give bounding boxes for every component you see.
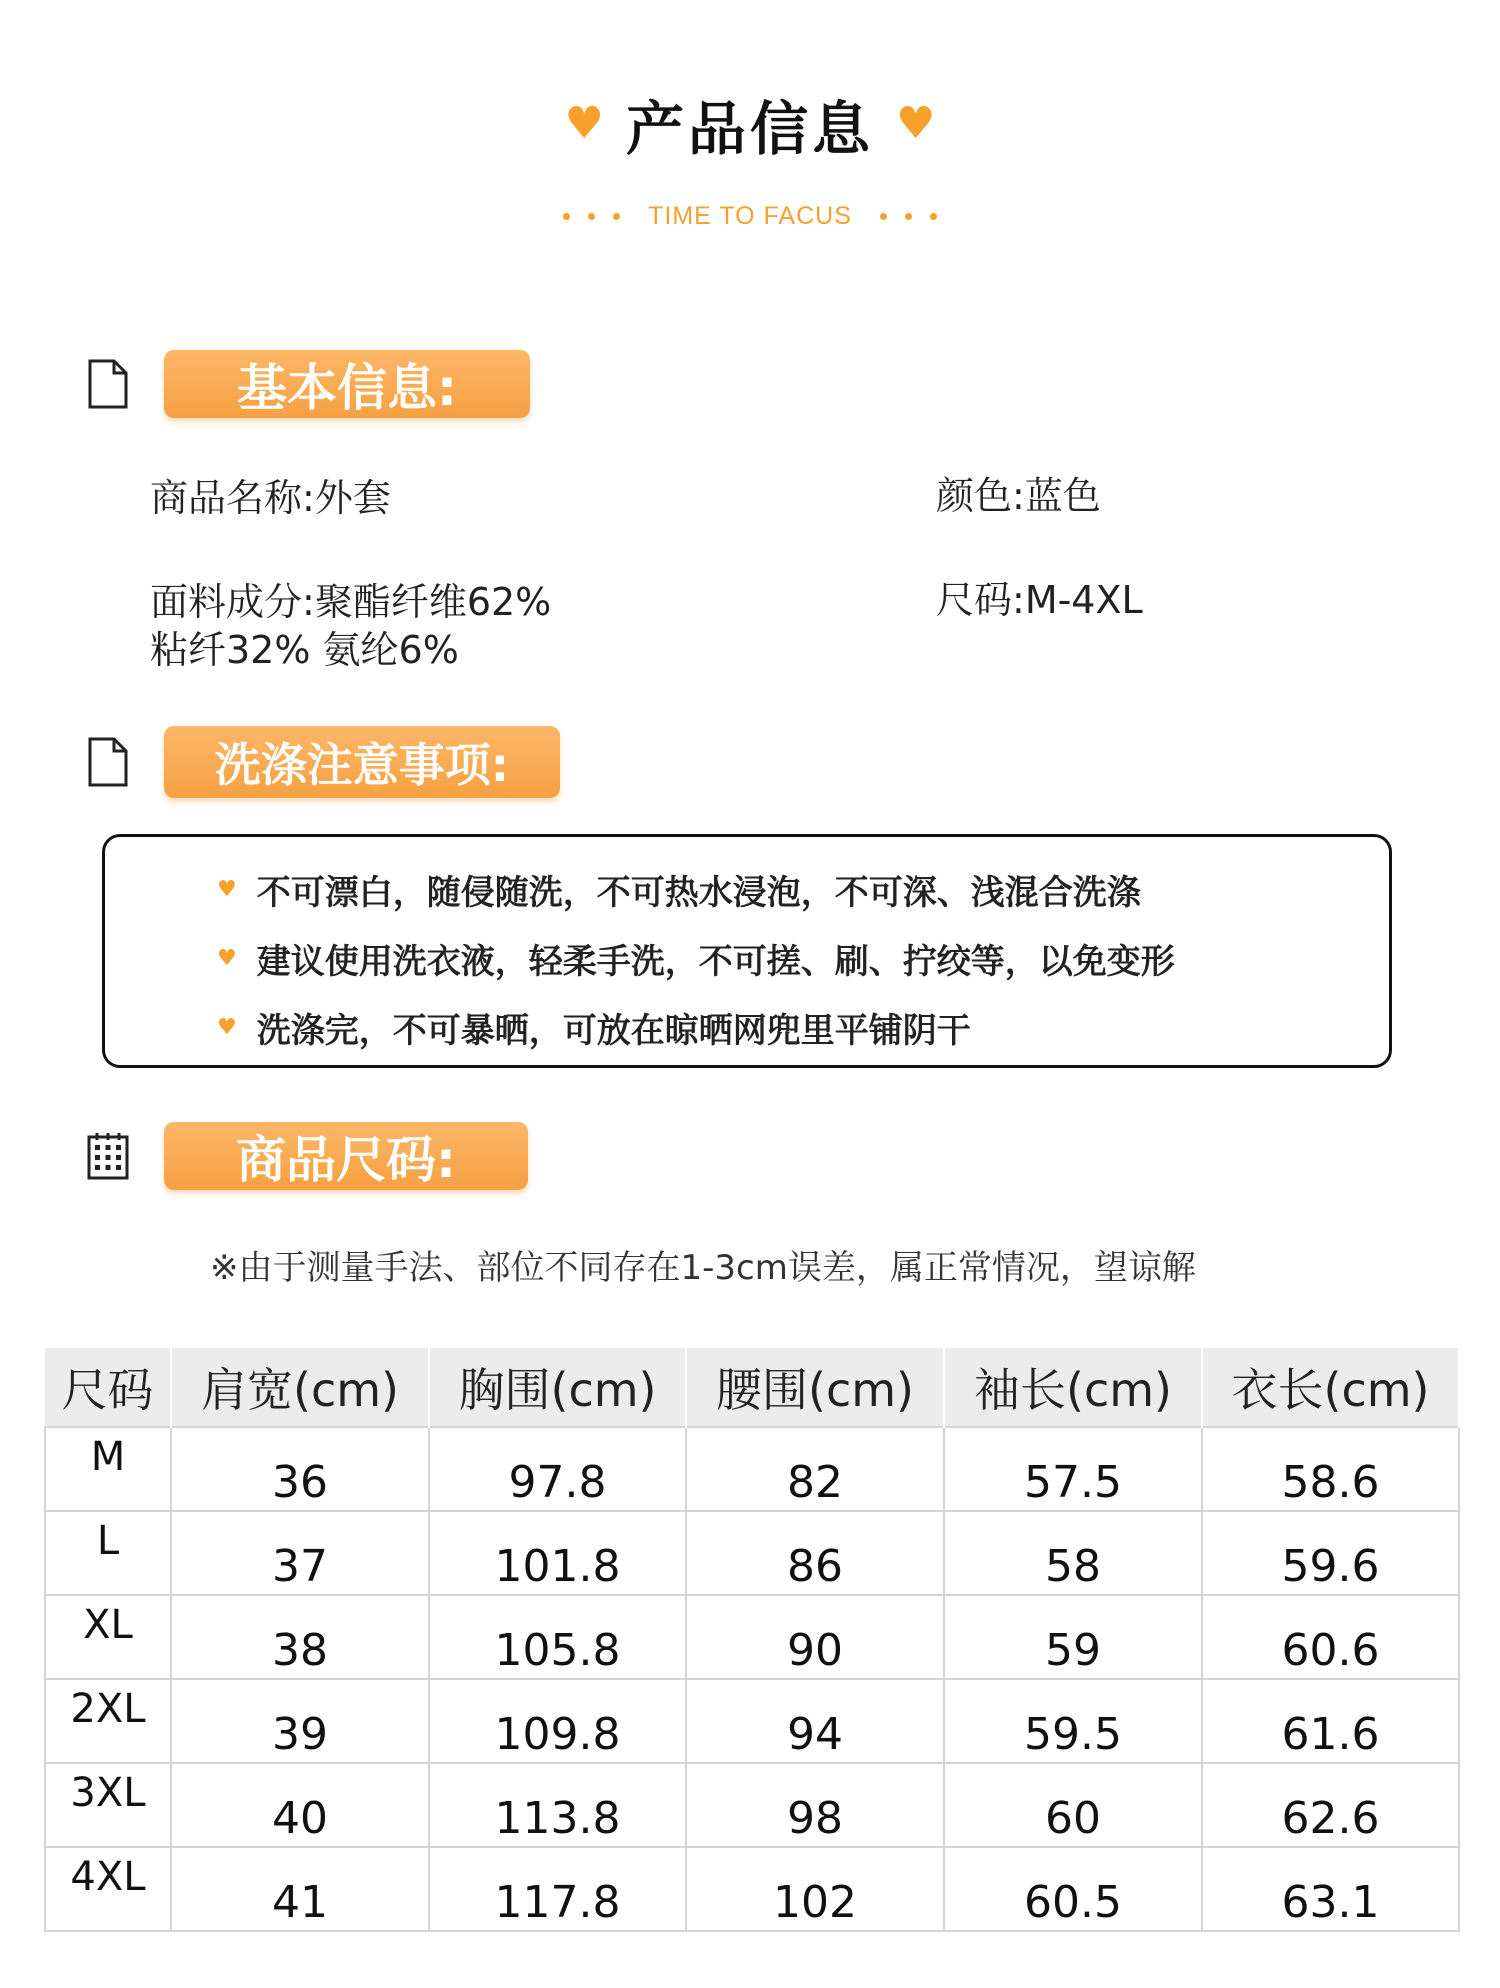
fabric-label: 面料成分: bbox=[150, 580, 315, 624]
table-cell: 36 bbox=[171, 1427, 429, 1511]
size-table bbox=[44, 1348, 1460, 1932]
table-cell: 63.1 bbox=[1202, 1847, 1459, 1931]
size-cell: 4XL bbox=[45, 1847, 171, 1931]
table-cell: 86 bbox=[686, 1511, 944, 1595]
size-cell: XL bbox=[45, 1595, 171, 1679]
size-cell: 2XL bbox=[45, 1679, 171, 1763]
size-range bbox=[936, 576, 1143, 624]
table-cell: 38 bbox=[171, 1595, 429, 1679]
table-cell: 58.6 bbox=[1202, 1427, 1459, 1511]
size-chart-heading: 商品尺码: bbox=[164, 1122, 528, 1190]
product-color bbox=[936, 472, 1101, 520]
fabric-line-1: 聚酯纤维62% bbox=[314, 580, 552, 624]
table-cell: 60.6 bbox=[1202, 1595, 1459, 1679]
table-cell: 61.6 bbox=[1202, 1679, 1459, 1763]
wash-item bbox=[217, 934, 1175, 983]
column-header: 胸围(cm) bbox=[429, 1348, 686, 1427]
grid-icon bbox=[86, 1130, 130, 1182]
table-cell: 58 bbox=[944, 1511, 1202, 1595]
table-cell: 117.8 bbox=[429, 1847, 686, 1931]
table-cell: 82 bbox=[686, 1427, 944, 1511]
wash-item-text: 洗涤完，不可暴晒，可放在晾晒网兜里平铺阴干 bbox=[256, 1011, 971, 1051]
table-cell: 39 bbox=[171, 1679, 429, 1763]
column-header: 肩宽(cm) bbox=[171, 1348, 429, 1427]
wash-heading: 洗涤注意事项: bbox=[164, 726, 560, 798]
wash-item-text: 建议使用洗衣液，轻柔手洗，不可搓、刷、拧绞等，以免变形 bbox=[256, 942, 1175, 982]
table-row bbox=[45, 1679, 1459, 1763]
page-header bbox=[0, 82, 1500, 231]
wash-item-text: 不可漂白，随侵随洗，不可热水浸泡，不可深、浅混合洗涤 bbox=[256, 873, 1141, 913]
column-header: 袖长(cm) bbox=[944, 1348, 1202, 1427]
table-cell: 59.5 bbox=[944, 1679, 1202, 1763]
table-cell: 105.8 bbox=[429, 1595, 686, 1679]
column-header: 尺码 bbox=[45, 1348, 171, 1427]
table-cell: 62.6 bbox=[1202, 1763, 1459, 1847]
wash-section-head bbox=[86, 726, 560, 798]
product-name bbox=[150, 474, 391, 522]
table-cell: 57.5 bbox=[944, 1427, 1202, 1511]
product-name-value: 外套 bbox=[314, 476, 391, 520]
table-row bbox=[45, 1763, 1459, 1847]
table-cell: 40 bbox=[171, 1763, 429, 1847]
table-cell: 101.8 bbox=[429, 1511, 686, 1595]
table-cell: 60 bbox=[944, 1763, 1202, 1847]
table-row bbox=[45, 1595, 1459, 1679]
page-title: 产品信息 bbox=[625, 95, 874, 163]
table-cell: 90 bbox=[686, 1595, 944, 1679]
column-header: 衣长(cm) bbox=[1202, 1348, 1459, 1427]
heart-bullet-icon: ♥ bbox=[217, 877, 237, 902]
table-row bbox=[45, 1427, 1459, 1511]
table-cell: 113.8 bbox=[429, 1763, 686, 1847]
document-icon bbox=[86, 358, 130, 410]
measurement-note: ※由于测量手法、部位不同存在1-3cm误差，属正常情况，望谅解 bbox=[210, 1248, 1196, 1288]
column-header: 腰围(cm) bbox=[686, 1348, 944, 1427]
title-row bbox=[0, 82, 1500, 166]
heart-bullet-icon: ♥ bbox=[217, 1015, 237, 1040]
wash-instructions-box bbox=[102, 834, 1392, 1068]
size-label: 尺码: bbox=[936, 578, 1025, 622]
table-cell: 59.6 bbox=[1202, 1511, 1459, 1595]
size-cell: L bbox=[45, 1511, 171, 1595]
heart-bullet-icon: ♥ bbox=[217, 946, 237, 971]
table-cell: 59 bbox=[944, 1595, 1202, 1679]
table-cell: 109.8 bbox=[429, 1679, 686, 1763]
wash-item bbox=[217, 865, 1141, 914]
fabric-composition bbox=[150, 578, 551, 674]
page-subtitle: TIME TO FACUS bbox=[648, 202, 852, 230]
table-cell: 37 bbox=[171, 1511, 429, 1595]
heart-icon: ♥ bbox=[564, 98, 604, 149]
size-cell: M bbox=[45, 1427, 171, 1511]
document-icon bbox=[86, 736, 130, 788]
table-cell: 41 bbox=[171, 1847, 429, 1931]
fabric-line-2: 粘纤32% 氨纶6% bbox=[150, 628, 459, 672]
table-cell: 97.8 bbox=[429, 1427, 686, 1511]
basic-info-section-head bbox=[86, 350, 530, 418]
heart-icon: ♥ bbox=[896, 98, 936, 149]
table-row bbox=[45, 1847, 1459, 1931]
basic-info-heading: 基本信息: bbox=[164, 350, 530, 418]
size-cell: 3XL bbox=[45, 1763, 171, 1847]
subtitle-row bbox=[0, 202, 1500, 231]
size-range-value: M-4XL bbox=[1024, 578, 1143, 622]
table-cell: 60.5 bbox=[944, 1847, 1202, 1931]
dots-decoration bbox=[880, 213, 937, 220]
table-header-row bbox=[45, 1348, 1459, 1427]
table-row bbox=[45, 1511, 1459, 1595]
size-chart-section-head bbox=[86, 1122, 528, 1190]
color-value: 蓝色 bbox=[1024, 474, 1101, 518]
wash-item bbox=[217, 1003, 971, 1052]
table-cell: 98 bbox=[686, 1763, 944, 1847]
color-label: 颜色: bbox=[936, 474, 1025, 518]
product-name-label: 商品名称: bbox=[150, 476, 315, 520]
table-cell: 102 bbox=[686, 1847, 944, 1931]
dots-decoration bbox=[563, 213, 620, 220]
table-cell: 94 bbox=[686, 1679, 944, 1763]
